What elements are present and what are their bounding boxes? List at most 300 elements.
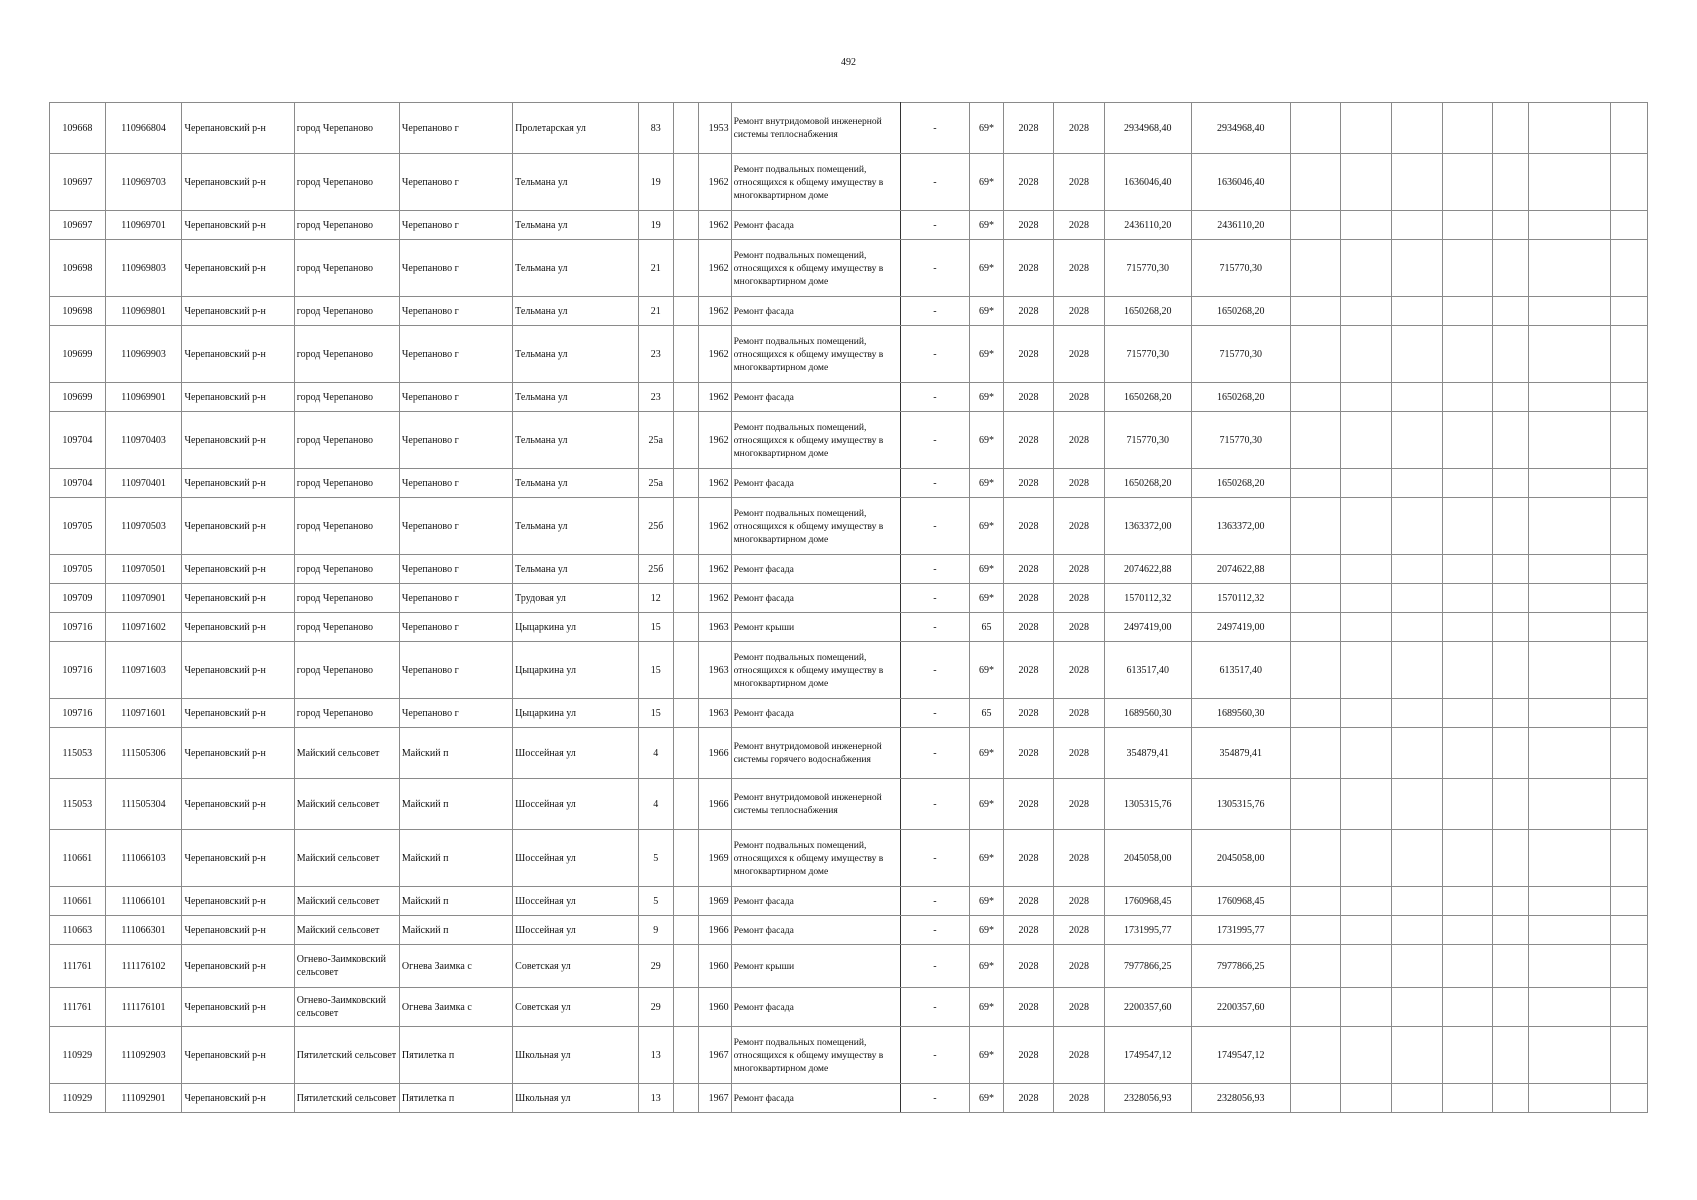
cost-fund-cell: 1363372,00 (1191, 498, 1290, 555)
volume-cell: - (900, 728, 970, 779)
table-row (50, 699, 1648, 728)
cost-fund-cell: 1650268,20 (1191, 469, 1290, 498)
work-type-cell: Ремонт подвальных помещений, относящихся к общему имуществу в многоквартирном доме (731, 642, 900, 699)
house-number-cell: 21 (638, 297, 673, 326)
empty-cell (1528, 728, 1611, 779)
street-cell: Шоссейная ул (513, 728, 638, 779)
work-type-cell: Ремонт фасада (731, 916, 900, 945)
plan-year-start-cell: 2028 (1003, 297, 1054, 326)
empty-cell (1341, 728, 1392, 779)
cost-fund-cell: 7977866,25 (1191, 945, 1290, 988)
empty-cell (1341, 988, 1392, 1027)
house-number-cell: 5 (638, 887, 673, 916)
house-number-cell: 23 (638, 326, 673, 383)
house-id-cell: 109716 (50, 613, 106, 642)
empty-cell (1493, 988, 1528, 1027)
year-built-cell: 1967 (699, 1084, 731, 1113)
cost-total-cell: 613517,40 (1104, 642, 1191, 699)
house-id-cell: 109697 (50, 154, 106, 211)
plan-year-start-cell: 2028 (1003, 154, 1054, 211)
street-cell: Шоссейная ул (513, 887, 638, 916)
work-id-cell: 111092903 (105, 1027, 182, 1084)
cost-total-cell: 1749547,12 (1104, 1027, 1191, 1084)
empty-cell (1290, 830, 1341, 887)
house-number-cell: 25а (638, 469, 673, 498)
plan-year-end-cell: 2028 (1054, 469, 1105, 498)
house-number-cell: 5 (638, 830, 673, 887)
year-built-cell: 1969 (699, 830, 731, 887)
year-built-cell: 1969 (699, 887, 731, 916)
empty-cell (1341, 779, 1392, 830)
settlement-cell: Черепаново г (399, 383, 512, 412)
wear-percent-cell: 69* (970, 728, 1003, 779)
cost-fund-cell: 1636046,40 (1191, 154, 1290, 211)
empty-cell (1528, 699, 1611, 728)
district-cell: Черепановский р-н (182, 469, 294, 498)
house-id-cell: 109698 (50, 297, 106, 326)
municipality-cell: город Черепаново (294, 699, 399, 728)
street-cell: Советская ул (513, 988, 638, 1027)
house-id-cell: 109705 (50, 555, 106, 584)
house-number-cell: 15 (638, 613, 673, 642)
wear-percent-cell: 69* (970, 1027, 1003, 1084)
settlement-cell: Черепаново г (399, 699, 512, 728)
district-cell: Черепановский р-н (182, 240, 294, 297)
district-cell: Черепановский р-н (182, 211, 294, 240)
cost-fund-cell: 2328056,93 (1191, 1084, 1290, 1113)
municipality-cell: город Черепаново (294, 297, 399, 326)
empty-cell (1341, 584, 1392, 613)
empty-cell (1290, 584, 1341, 613)
plan-year-end-cell: 2028 (1054, 642, 1105, 699)
plan-year-start-cell: 2028 (1003, 240, 1054, 297)
plan-year-end-cell: 2028 (1054, 555, 1105, 584)
district-cell: Черепановский р-н (182, 1084, 294, 1113)
municipality-cell: Огнево-Заимковский сельсовет (294, 988, 399, 1027)
empty-cell (1391, 945, 1442, 988)
municipality-cell: город Черепаново (294, 412, 399, 469)
cost-fund-cell: 613517,40 (1191, 642, 1290, 699)
wear-percent-cell: 69* (970, 1084, 1003, 1113)
house-number-cell: 9 (638, 916, 673, 945)
empty-cell (1528, 830, 1611, 887)
empty-cell (1442, 1084, 1493, 1113)
empty-cell (1442, 326, 1493, 383)
house-number-cell: 4 (638, 728, 673, 779)
building-number-cell (673, 779, 698, 830)
empty-cell (1493, 154, 1528, 211)
work-type-cell: Ремонт фасада (731, 988, 900, 1027)
empty-cell (1493, 326, 1528, 383)
volume-cell: - (900, 1027, 970, 1084)
year-built-cell: 1967 (699, 1027, 731, 1084)
wear-percent-cell: 65 (970, 613, 1003, 642)
cost-total-cell: 1570112,32 (1104, 584, 1191, 613)
year-built-cell: 1962 (699, 383, 731, 412)
house-id-cell: 115053 (50, 779, 106, 830)
house-number-cell: 4 (638, 779, 673, 830)
plan-year-end-cell: 2028 (1054, 779, 1105, 830)
cost-fund-cell: 1650268,20 (1191, 383, 1290, 412)
empty-cell (1528, 584, 1611, 613)
municipality-cell: Огнево-Заимковский сельсовет (294, 945, 399, 988)
settlement-cell: Майский п (399, 830, 512, 887)
empty-cell (1493, 830, 1528, 887)
cost-fund-cell: 1749547,12 (1191, 1027, 1290, 1084)
year-built-cell: 1960 (699, 945, 731, 988)
year-built-cell: 1962 (699, 154, 731, 211)
year-built-cell: 1963 (699, 699, 731, 728)
plan-year-end-cell: 2028 (1054, 297, 1105, 326)
cost-total-cell: 2934968,40 (1104, 103, 1191, 154)
municipality-cell: Майский сельсовет (294, 830, 399, 887)
empty-cell (1290, 240, 1341, 297)
street-cell: Цыцаркина ул (513, 613, 638, 642)
municipality-cell: город Черепаново (294, 555, 399, 584)
street-cell: Тельмана ул (513, 498, 638, 555)
empty-cell (1341, 326, 1392, 383)
cost-total-cell: 7977866,25 (1104, 945, 1191, 988)
year-built-cell: 1962 (699, 412, 731, 469)
municipality-cell: Майский сельсовет (294, 728, 399, 779)
district-cell: Черепановский р-н (182, 916, 294, 945)
municipality-cell: город Черепаново (294, 383, 399, 412)
empty-cell (1391, 297, 1442, 326)
empty-cell (1290, 779, 1341, 830)
municipality-cell: Майский сельсовет (294, 916, 399, 945)
cost-fund-cell: 715770,30 (1191, 326, 1290, 383)
street-cell: Шоссейная ул (513, 830, 638, 887)
house-number-cell: 29 (638, 945, 673, 988)
house-number-cell: 25а (638, 412, 673, 469)
empty-cell (1493, 297, 1528, 326)
plan-year-end-cell: 2028 (1054, 584, 1105, 613)
plan-year-end-cell: 2028 (1054, 412, 1105, 469)
building-number-cell (673, 887, 698, 916)
table-row (50, 945, 1648, 988)
empty-cell (1442, 1027, 1493, 1084)
building-number-cell (673, 584, 698, 613)
cost-total-cell: 2074622,88 (1104, 555, 1191, 584)
empty-cell (1442, 383, 1493, 412)
district-cell: Черепановский р-н (182, 555, 294, 584)
work-type-cell: Ремонт подвальных помещений, относящихся к общему имуществу в многоквартирном доме (731, 498, 900, 555)
work-id-cell: 110969703 (105, 154, 182, 211)
house-number-cell: 25б (638, 498, 673, 555)
cost-fund-cell: 1570112,32 (1191, 584, 1290, 613)
plan-year-start-cell: 2028 (1003, 988, 1054, 1027)
building-number-cell (673, 103, 698, 154)
wear-percent-cell: 69* (970, 916, 1003, 945)
municipality-cell: город Черепаново (294, 613, 399, 642)
cost-total-cell: 1731995,77 (1104, 916, 1191, 945)
empty-cell (1611, 240, 1648, 297)
work-type-cell: Ремонт крыши (731, 613, 900, 642)
plan-year-end-cell: 2028 (1054, 1084, 1105, 1113)
work-id-cell: 110969701 (105, 211, 182, 240)
empty-cell (1442, 103, 1493, 154)
municipality-cell: город Черепаново (294, 469, 399, 498)
settlement-cell: Черепаново г (399, 240, 512, 297)
house-id-cell: 109716 (50, 699, 106, 728)
settlement-cell: Черепаново г (399, 326, 512, 383)
empty-cell (1611, 103, 1648, 154)
work-type-cell: Ремонт фасада (731, 555, 900, 584)
cost-total-cell: 715770,30 (1104, 326, 1191, 383)
wear-percent-cell: 69* (970, 103, 1003, 154)
year-built-cell: 1962 (699, 326, 731, 383)
house-id-cell: 109709 (50, 584, 106, 613)
house-number-cell: 13 (638, 1084, 673, 1113)
volume-cell: - (900, 830, 970, 887)
year-built-cell: 1953 (699, 103, 731, 154)
cost-total-cell: 2436110,20 (1104, 211, 1191, 240)
house-id-cell: 109705 (50, 498, 106, 555)
municipality-cell: город Черепаново (294, 154, 399, 211)
empty-cell (1341, 412, 1392, 469)
district-cell: Черепановский р-н (182, 412, 294, 469)
empty-cell (1391, 240, 1442, 297)
table-row (50, 916, 1648, 945)
empty-cell (1528, 383, 1611, 412)
table-row (50, 211, 1648, 240)
district-cell: Черепановский р-н (182, 326, 294, 383)
settlement-cell: Черепаново г (399, 498, 512, 555)
table-row (50, 1027, 1648, 1084)
empty-cell (1341, 887, 1392, 916)
street-cell: Тельмана ул (513, 412, 638, 469)
street-cell: Тельмана ул (513, 297, 638, 326)
cost-fund-cell: 715770,30 (1191, 412, 1290, 469)
cost-total-cell: 2328056,93 (1104, 1084, 1191, 1113)
empty-cell (1493, 887, 1528, 916)
empty-cell (1493, 469, 1528, 498)
page-number: 492 (841, 57, 856, 68)
empty-cell (1611, 945, 1648, 988)
volume-cell: - (900, 916, 970, 945)
empty-cell (1391, 830, 1442, 887)
empty-cell (1493, 584, 1528, 613)
empty-cell (1493, 1027, 1528, 1084)
empty-cell (1528, 779, 1611, 830)
cost-fund-cell: 2074622,88 (1191, 555, 1290, 584)
work-id-cell: 111066103 (105, 830, 182, 887)
empty-cell (1290, 642, 1341, 699)
table-row (50, 728, 1648, 779)
cost-total-cell: 1650268,20 (1104, 469, 1191, 498)
plan-year-start-cell: 2028 (1003, 945, 1054, 988)
district-cell: Черепановский р-н (182, 103, 294, 154)
empty-cell (1611, 830, 1648, 887)
house-id-cell: 109716 (50, 642, 106, 699)
settlement-cell: Майский п (399, 779, 512, 830)
plan-year-start-cell: 2028 (1003, 103, 1054, 154)
house-id-cell: 115053 (50, 728, 106, 779)
house-id-cell: 109699 (50, 326, 106, 383)
house-number-cell: 23 (638, 383, 673, 412)
empty-cell (1290, 988, 1341, 1027)
empty-cell (1493, 699, 1528, 728)
cost-total-cell: 1650268,20 (1104, 383, 1191, 412)
empty-cell (1528, 1027, 1611, 1084)
empty-cell (1290, 383, 1341, 412)
municipality-cell: город Черепаново (294, 211, 399, 240)
empty-cell (1391, 779, 1442, 830)
table-row (50, 613, 1648, 642)
cost-fund-cell: 715770,30 (1191, 240, 1290, 297)
cost-fund-cell: 1689560,30 (1191, 699, 1290, 728)
cost-total-cell: 2497419,00 (1104, 613, 1191, 642)
house-number-cell: 29 (638, 988, 673, 1027)
empty-cell (1341, 297, 1392, 326)
street-cell: Тельмана ул (513, 469, 638, 498)
empty-cell (1493, 728, 1528, 779)
district-cell: Черепановский р-н (182, 699, 294, 728)
house-id-cell: 109704 (50, 412, 106, 469)
empty-cell (1611, 297, 1648, 326)
municipality-cell: город Черепаново (294, 498, 399, 555)
district-cell: Черепановский р-н (182, 830, 294, 887)
empty-cell (1391, 154, 1442, 211)
empty-cell (1442, 945, 1493, 988)
wear-percent-cell: 69* (970, 412, 1003, 469)
building-number-cell (673, 326, 698, 383)
settlement-cell: Черепаново г (399, 613, 512, 642)
work-id-cell: 110969801 (105, 297, 182, 326)
empty-cell (1391, 103, 1442, 154)
empty-cell (1391, 498, 1442, 555)
house-id-cell: 111761 (50, 988, 106, 1027)
building-number-cell (673, 469, 698, 498)
empty-cell (1341, 699, 1392, 728)
empty-cell (1290, 469, 1341, 498)
plan-year-start-cell: 2028 (1003, 412, 1054, 469)
settlement-cell: Черепаново г (399, 642, 512, 699)
empty-cell (1290, 297, 1341, 326)
wear-percent-cell: 69* (970, 211, 1003, 240)
municipality-cell: город Черепаново (294, 240, 399, 297)
district-cell: Черепановский р-н (182, 383, 294, 412)
volume-cell: - (900, 887, 970, 916)
work-type-cell: Ремонт фасада (731, 1084, 900, 1113)
empty-cell (1391, 555, 1442, 584)
work-type-cell: Ремонт внутридомовой инженерной системы теплоснабжения (731, 779, 900, 830)
work-type-cell: Ремонт фасада (731, 469, 900, 498)
empty-cell (1290, 699, 1341, 728)
cost-total-cell: 2045058,00 (1104, 830, 1191, 887)
building-number-cell (673, 240, 698, 297)
district-cell: Черепановский р-н (182, 887, 294, 916)
work-type-cell: Ремонт фасада (731, 383, 900, 412)
empty-cell (1528, 916, 1611, 945)
building-number-cell (673, 412, 698, 469)
cost-total-cell: 1689560,30 (1104, 699, 1191, 728)
volume-cell: - (900, 945, 970, 988)
empty-cell (1493, 555, 1528, 584)
work-type-cell: Ремонт внутридомовой инженерной системы горячего водоснабжения (731, 728, 900, 779)
empty-cell (1493, 412, 1528, 469)
plan-year-end-cell: 2028 (1054, 916, 1105, 945)
wear-percent-cell: 69* (970, 584, 1003, 613)
empty-cell (1442, 642, 1493, 699)
work-id-cell: 110971602 (105, 613, 182, 642)
empty-cell (1391, 211, 1442, 240)
plan-year-start-cell: 2028 (1003, 469, 1054, 498)
work-id-cell: 111066301 (105, 916, 182, 945)
house-id-cell: 109697 (50, 211, 106, 240)
building-number-cell (673, 830, 698, 887)
work-id-cell: 111092901 (105, 1084, 182, 1113)
street-cell: Тельмана ул (513, 154, 638, 211)
empty-cell (1611, 498, 1648, 555)
table-row (50, 988, 1648, 1027)
settlement-cell: Майский п (399, 887, 512, 916)
cost-fund-cell: 1731995,77 (1191, 916, 1290, 945)
empty-cell (1611, 154, 1648, 211)
house-number-cell: 13 (638, 1027, 673, 1084)
building-number-cell (673, 916, 698, 945)
empty-cell (1442, 988, 1493, 1027)
house-number-cell: 83 (638, 103, 673, 154)
empty-cell (1528, 988, 1611, 1027)
settlement-cell: Огнева Заимка с (399, 988, 512, 1027)
plan-year-start-cell: 2028 (1003, 887, 1054, 916)
cost-fund-cell: 2497419,00 (1191, 613, 1290, 642)
empty-cell (1528, 1084, 1611, 1113)
building-number-cell (673, 642, 698, 699)
empty-cell (1290, 326, 1341, 383)
empty-cell (1611, 211, 1648, 240)
empty-cell (1528, 240, 1611, 297)
plan-year-end-cell: 2028 (1054, 211, 1105, 240)
building-number-cell (673, 988, 698, 1027)
work-type-cell: Ремонт подвальных помещений, относящихся к общему имуществу в многоквартирном доме (731, 154, 900, 211)
empty-cell (1341, 1027, 1392, 1084)
work-id-cell: 111176102 (105, 945, 182, 988)
plan-year-start-cell: 2028 (1003, 1084, 1054, 1113)
street-cell: Шоссейная ул (513, 779, 638, 830)
cost-total-cell: 715770,30 (1104, 240, 1191, 297)
plan-year-start-cell: 2028 (1003, 642, 1054, 699)
plan-year-start-cell: 2028 (1003, 699, 1054, 728)
empty-cell (1341, 498, 1392, 555)
empty-cell (1341, 830, 1392, 887)
plan-year-start-cell: 2028 (1003, 1027, 1054, 1084)
district-cell: Черепановский р-н (182, 728, 294, 779)
settlement-cell: Черепаново г (399, 412, 512, 469)
empty-cell (1493, 945, 1528, 988)
street-cell: Тельмана ул (513, 211, 638, 240)
empty-cell (1528, 642, 1611, 699)
building-number-cell (673, 154, 698, 211)
empty-cell (1391, 1084, 1442, 1113)
work-type-cell: Ремонт фасада (731, 584, 900, 613)
municipality-cell: город Черепаново (294, 584, 399, 613)
building-number-cell (673, 211, 698, 240)
cost-total-cell: 1636046,40 (1104, 154, 1191, 211)
empty-cell (1391, 469, 1442, 498)
house-number-cell: 15 (638, 699, 673, 728)
house-number-cell: 19 (638, 154, 673, 211)
empty-cell (1528, 412, 1611, 469)
empty-cell (1611, 326, 1648, 383)
house-id-cell: 109698 (50, 240, 106, 297)
empty-cell (1611, 699, 1648, 728)
empty-cell (1493, 916, 1528, 945)
volume-cell: - (900, 779, 970, 830)
plan-year-end-cell: 2028 (1054, 945, 1105, 988)
settlement-cell: Майский п (399, 728, 512, 779)
